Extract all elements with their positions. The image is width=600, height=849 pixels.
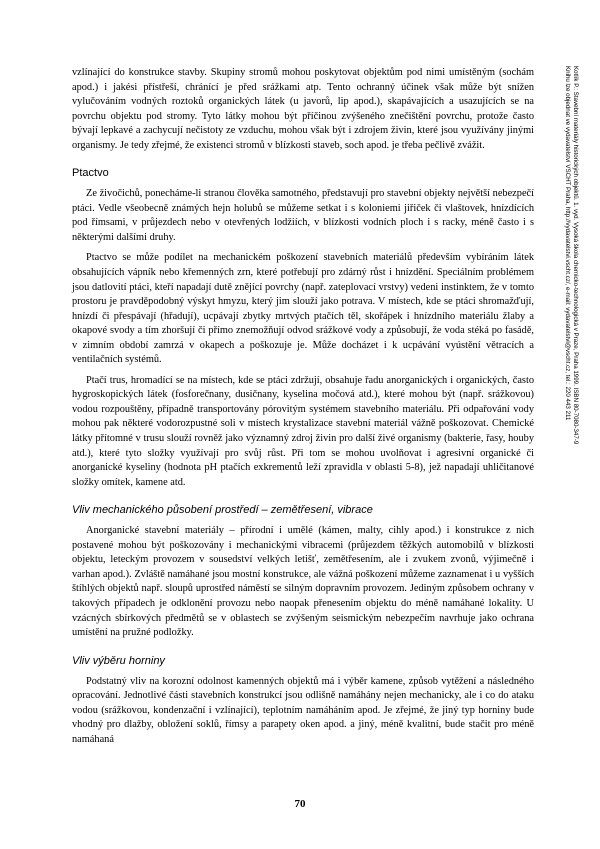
citation-line-1: Kotlík P.: Stavební materiály historických objektů. 1. vyd. Vysoká škola chemicko-technologická v Praze, Praha 1999. ISBN 80-7080-347-9	[572, 66, 579, 445]
heading-rock-selection: Vliv výběru horniny	[72, 654, 165, 667]
paragraph-ptactvo-1: Ze živočichů, ponecháme-li stranou člověka samotného, představují pro stavební objekty největší nebezpečí ptáci. Vedle všeobecně známých hejn holubů se můžeme setkat i s koloniemi jiřiček či vlaštovek, hnízdících pod římsami, v průjezdech nebo v otevřených lodžiích, v blízkosti vodních ploch i s racky, méně často i s některými dalšími druhy.	[72, 188, 534, 243]
citation-line-2: Knihu lze objednat ve vydavatelství VŠCHT Praha, http://vydavatelstvi.vscht.cz/, e-mail: vydavatelstvi@vscht.cz, tel.: 220 443 211	[564, 66, 571, 421]
paragraph-mechanical: Anorganické stavební materiály – přírodní i umělé (kámen, malty, cihly apod.) i konstrukce z nich postavené mohou být poškozovány i mechanickými vibracemi (průjezdem těžkých automobilů v blízkosti objektu, leteckým provozem v sousedství velkých letišť, zemětřesením, ale i zvukem zvonů, výjimečně i varhan apod.). Zvláště namáhané jsou mostní konstrukce, ale vážná poškození můžeme zaznamenat i u vyšších štíhlých objektů např. sloupů uprostřed náměstí se silným dopravním provozem. Jediným způsobem ochrany v takových případech je odklonění provozu nebo naopak přenesením objektu do méně namáhané lokality. U vzácných sbírkových předmětů se v oblastech se zvýšeným seismickým nebezpečím navrhuje jako ochrana umístění na pružné podložky.	[72, 525, 534, 639]
paragraph-intro: vzlínající do konstrukce stavby. Skupiny stromů mohou poskytovat objektům pod nimi umístěným (sochám apod.) i jakési přístřeší, chránící je před srážkami atp. Tento ochranný účinek však může být snížen vylučováním vodných roztoků organických látek (u javorů, lip apod.), skapávajících a usazujících se na povrchu objektu pod stromy. Tyto látky mohou být příčinou zvýšeného znečištění povrchu, protože často bývají lepkavé a zachycují nečistoty ze vzduchu, mohou však být i zdrojem živin, které jsou využívány jinými organismy. Je tedy zřejmé, že existenci stromů v blízkosti staveb, soch apod. je třeba pečlivě zvážit.	[72, 67, 534, 151]
main-text	[72, 66, 534, 753]
paragraph-ptactvo-3: Ptačí trus, hromadící se na místech, kde se ptáci zdržují, obsahuje řadu anorganických i organických, často hygroskopických látek (fosforečnany, dusičnany, kyselina močová atd.), které mohou být (např. srážkovou) vodou rozpouštěny, případně transportovány pórovitým systémem stavebního materiálu. Při odpařování vody mohou pak některé vodorozpustné soli v místech krystalizace stavební materiál vážně poškozovat. Chemické látky přítomné v trusu slouží rovněž jako významný zdroj živin pro další živé organismy (bakterie, řasy, houby atd.), které tyto složky využívají pro svůj růst. Při tom se mohou uvolňovat i agresivní organické či anorganické kyseliny (hodnota pH ptačích exkrementů leží zpravidla v oblasti 5-8), jež napadají uhličitanové složky omítek, kamene atd.	[72, 374, 534, 488]
page-number: 70	[294, 798, 306, 810]
heading-mechanical: Vliv mechanického působení prostředí – zemětřesení, vibrace	[72, 504, 373, 517]
heading-ptactvo: Ptactvo	[72, 167, 109, 180]
paragraph-ptactvo-2: Ptactvo se může podílet na mechanickém poškození stavebních materiálů především vybíráním látek obsahujících vápník nebo křemenných zrn, které potřebují pro zdárný růst i hnízdění. Speciálním problémem jsou datlovití ptáci, kteří napadají dutě znějící povrchy (např. zateplovací vrstvy) vedeni instinktem, že v tomto prostoru je pravděpodobný výskyt hmyzu, který jim slouží jako potrava. V místech, kde se ptáci shromažďují, hnízdí či přespávají (hřadují), ucpávají zbytky mrtvých ptačích těl, skořápek i hnízdního materiálu žlaby a okapové svody a tím zhoršují či přímo znemožňují odvod srážkové vody a způsobují, že voda stéká po fasádě, v zimním období zamrzá v okapech a poškozuje je. Může docházet i k ucpávání vyústění větracích a ventilačních systémů.	[72, 252, 534, 366]
side-citation	[564, 66, 579, 626]
paragraph-rock-selection: Podstatný vliv na korozní odolnost kamenných objektů má i výběr kamene, způsob vytěžení a následného opracování. Jednotlivé části stavebních konstrukcí jsou odlišně namáhány nejen mechanicky, ale i co do ataku vodou (srážkovou, kondenzační i vzlínající), teplotním namáháním apod. Je zřejmé, že jiný typ horniny bude vhodný pro dlažby, obložení soklů, římsy a parapety oken apod. a jiný, méně kvalitní, bude stačit pro méně namáhaná	[72, 675, 534, 745]
